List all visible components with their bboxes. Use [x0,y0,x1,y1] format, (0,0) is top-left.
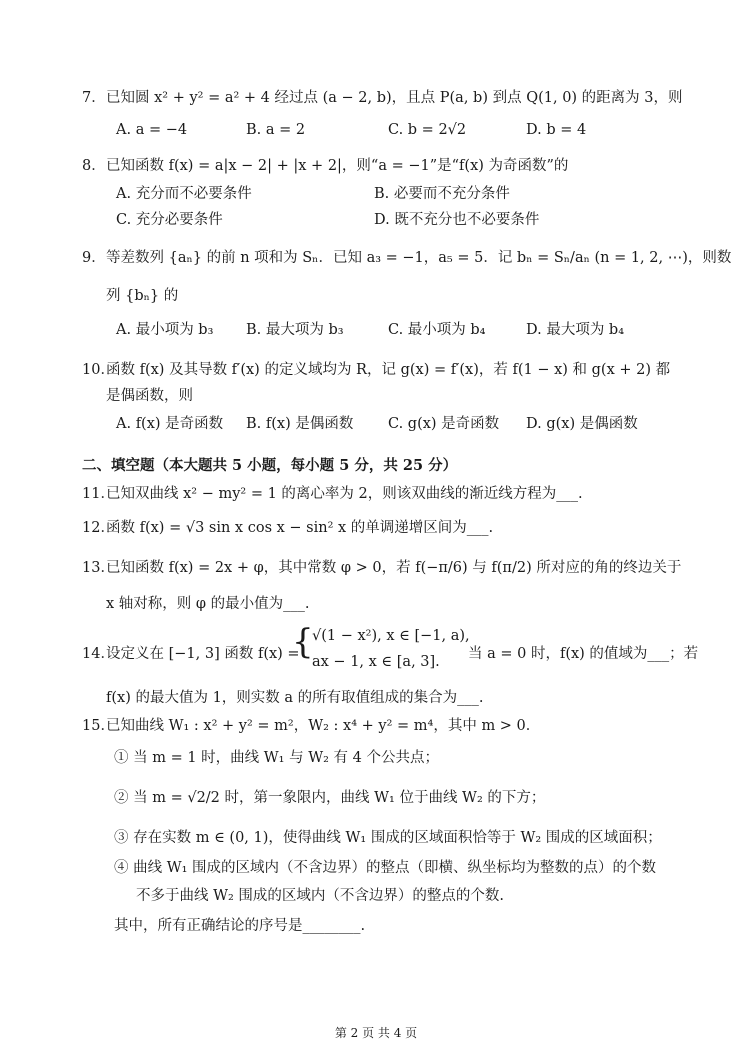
q14-number: 14． [82,646,115,662]
q8-number: 8． [82,158,106,174]
q10-stem-line1: 函数 f(x) 及其导数 f′(x) 的定义域均为 R，记 g(x) = f′(x)，若 f(1 − x) 和 g(x + 2) 都 [106,362,671,378]
q8-option-d: D. 既不充分也不必要条件 [374,212,540,228]
q9-stem-line2: 列 {bₙ} 的 [106,288,179,304]
q10-option-c: C. g(x) 是奇函数 [388,416,500,432]
q14-stem-b: 当 a = 0 时，f(x) 的值域为___；若 [468,646,699,662]
q14-case1: √(1 − x²), x ∈ [−1, a), [312,628,470,644]
q10-option-d: D. g(x) 是偶函数 [526,416,638,432]
q13-number: 13． [82,560,115,576]
q7-option-a: A. a = −4 [116,122,188,138]
q9-stem-line1: 等差数列 {aₙ} 的前 n 项和为 Sₙ．已知 a₃ = −1，a₅ = 5．记 bₙ = Sₙ/aₙ (n = 1, 2, ⋯)，则数 [106,250,732,266]
q9-number: 9． [82,250,106,266]
q10-option-b: B. f(x) 是偶函数 [246,416,354,432]
q12-number: 12． [82,520,115,536]
q7-option-d: D. b = 4 [526,122,587,138]
q7-number: 7． [82,90,106,106]
q11-number: 11． [82,486,115,502]
q10-number: 10． [82,362,115,378]
q8-option-c: C. 充分必要条件 [116,212,223,228]
q14-case2: ax − 1, x ∈ [a, 3]. [312,654,440,670]
q7-stem: 已知圆 x² + y² = a² + 4 经过点 (a − 2, b)，且点 P(a, b) 到点 Q(1, 0) 的距离为 3，则 [106,90,683,106]
q10-stem-line2: 是偶函数，则 [106,388,193,404]
page-footer: 第 2 页 共 4 页 [334,1026,418,1040]
q9-option-b: B. 最大项为 b₃ [246,322,344,338]
q9-option-a: A. 最小项为 b₃ [116,322,214,338]
piecewise-brace: { [292,622,314,662]
q14-stem-line2: f(x) 的最大值为 1，则实数 a 的所有取值组成的集合为___. [106,690,484,706]
q15-item-2: ② 当 m = √2/2 时，第一象限内，曲线 W₁ 位于曲线 W₂ 的下方； [114,790,546,806]
q7-option-c: C. b = 2√2 [388,122,467,138]
q8-option-a: A. 充分而不必要条件 [116,186,252,202]
q13-stem-line2: x 轴对称，则 φ 的最小值为___. [106,596,310,612]
q15-closing: 其中，所有正确结论的序号是________. [114,918,366,934]
q13-stem-line1: 已知函数 f(x) = 2x + φ，其中常数 φ > 0，若 f(−π/6) 与 f(π/2) 所对应的角的终边关于 [106,560,682,576]
q15-item-4: ④ 曲线 W₁ 围成的区域内（不含边界）的整点（即横、纵坐标均为整数的点）的个数 [114,860,657,876]
q15-item-4-cont: 不多于曲线 W₂ 围成的区域内（不含边界）的整点的个数. [136,888,505,904]
q9-option-d: D. 最大项为 b₄ [526,322,625,338]
q8-stem: 已知函数 f(x) = a|x − 2| + |x + 2|，则“a = −1”是“f(x) 为奇函数”的 [106,158,569,174]
q14-stem-a: 设定义在 [−1, 3] 函数 f(x) = [106,646,300,662]
q15-number: 15． [82,718,115,734]
q8-option-b: B. 必要而不充分条件 [374,186,510,202]
q11-stem: 已知双曲线 x² − my² = 1 的离心率为 2，则该双曲线的渐近线方程为___. [106,486,583,502]
q15-item-3: ③ 存在实数 m ∈ (0, 1)，使得曲线 W₁ 围成的区域面积恰等于 W₂ 围成的区域面积； [114,830,662,846]
q7-option-b: B. a = 2 [246,122,306,138]
q15-stem: 已知曲线 W₁ : x² + y² = m²，W₂ : x⁴ + y² = m⁴，其中 m > 0． [106,718,541,734]
q15-item-1: ① 当 m = 1 时，曲线 W₁ 与 W₂ 有 4 个公共点； [114,750,439,766]
q12-stem: 函数 f(x) = √3 sin x cos x − sin² x 的单调递增区间为___. [106,520,494,536]
q10-option-a: A. f(x) 是奇函数 [116,416,224,432]
q9-option-c: C. 最小项为 b₄ [388,322,486,338]
section-heading-fill-in: 二、填空题（本大题共 5 小题，每小题 5 分，共 25 分） [82,457,458,474]
